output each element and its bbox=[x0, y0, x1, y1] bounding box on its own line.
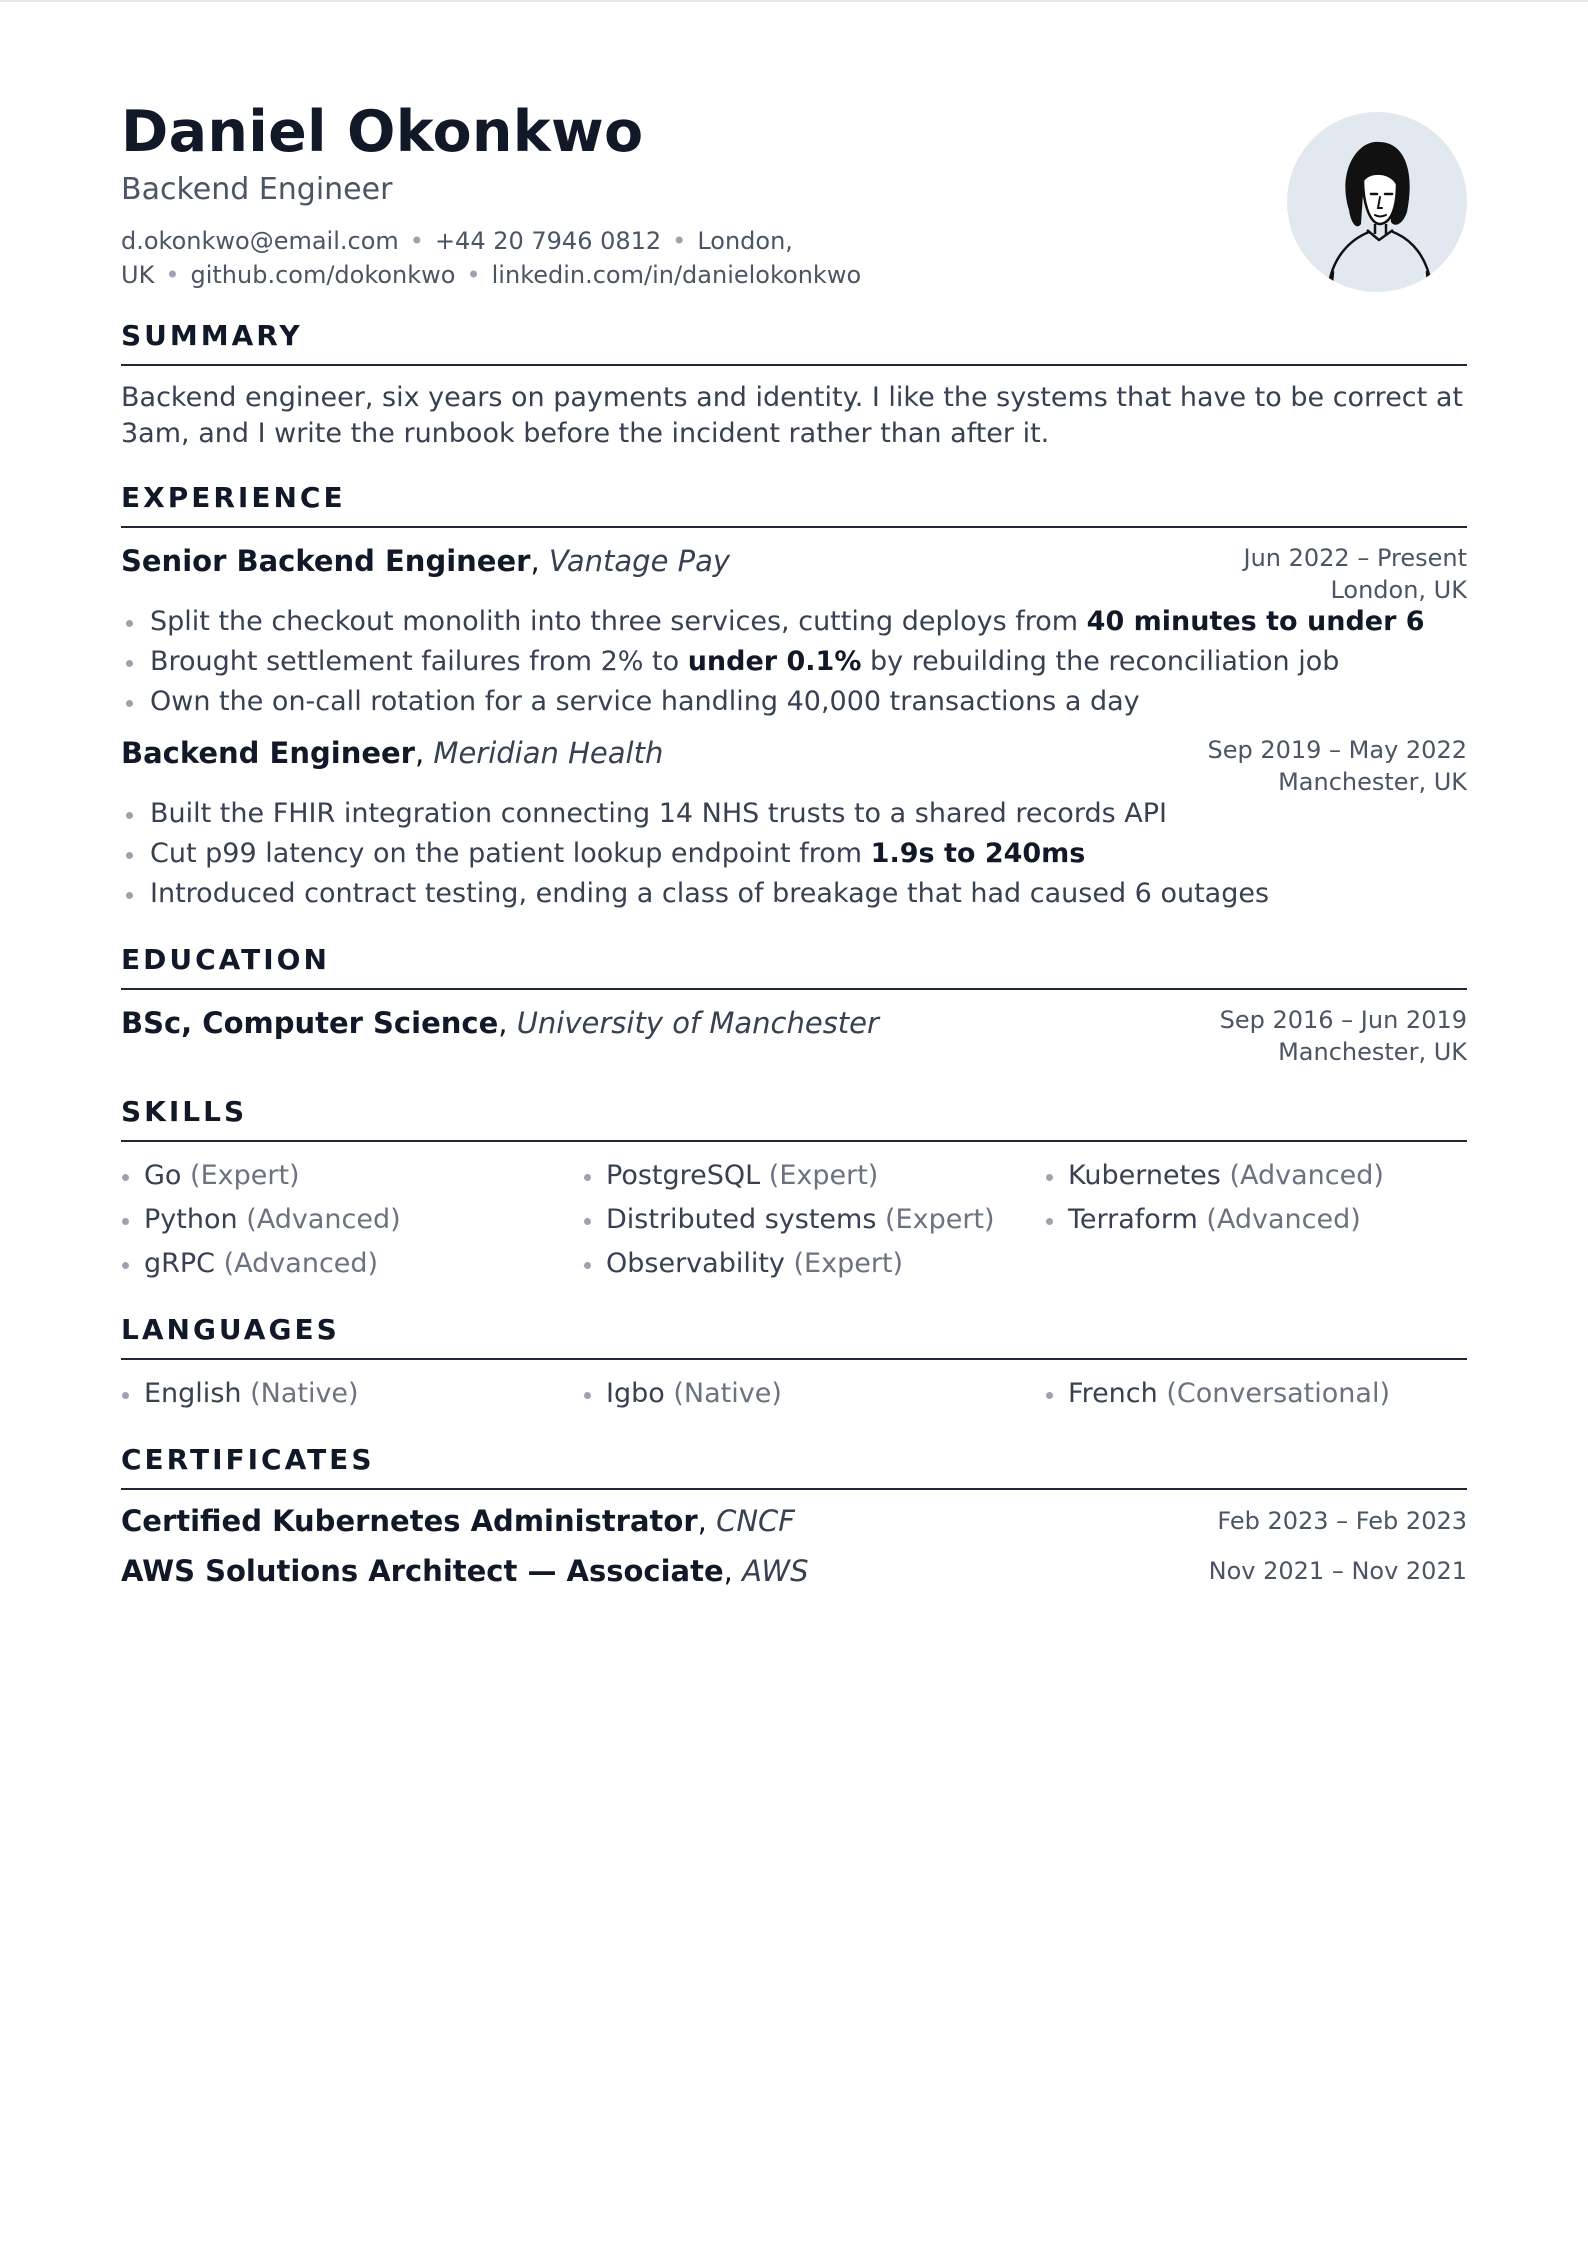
linkedin-link[interactable]: linkedin.com/in/danielokonkwo bbox=[491, 261, 862, 289]
education-meta bbox=[1220, 1004, 1467, 1068]
job-company: Vantage Pay bbox=[548, 544, 731, 578]
bullet-item: Introduced contract testing, ending a class of breakage that had caused 6 outages bbox=[121, 874, 1467, 914]
section-title-experience: EXPERIENCE bbox=[121, 480, 1467, 528]
certificate-dates: Feb 2023 – Feb 2023 bbox=[1217, 1507, 1467, 1535]
candidate-name: Daniel Okonkwo bbox=[121, 99, 644, 165]
separator-dot: • bbox=[409, 227, 424, 255]
phone-text: +44 20 7946 0812 bbox=[434, 227, 662, 255]
summary-section bbox=[121, 318, 1467, 452]
skill-item: Kubernetes (Advanced) bbox=[1045, 1154, 1467, 1198]
job-location: Manchester, UK bbox=[1278, 768, 1467, 796]
job-bullets bbox=[121, 602, 1467, 722]
experience-entry bbox=[121, 542, 1467, 722]
contact-line-2 bbox=[121, 258, 921, 292]
job-meta bbox=[1207, 734, 1467, 798]
bullet-item: Split the checkout monolith into three services, cutting deploys from 40 minutes to under 6 bbox=[121, 602, 1467, 642]
job-dates: Jun 2022 – Present bbox=[1243, 544, 1467, 572]
experience-entry-header bbox=[121, 542, 1467, 606]
certificate-row bbox=[121, 1552, 1467, 1590]
email-link[interactable]: d.okonkwo@email.com bbox=[121, 227, 399, 255]
degree-line: BSc, Computer Science, University of Manchester bbox=[121, 1006, 879, 1040]
job-role: Backend Engineer bbox=[121, 736, 415, 770]
job-meta bbox=[1243, 542, 1467, 606]
person-illustration-icon bbox=[1287, 112, 1467, 292]
location-text: London, bbox=[697, 227, 793, 255]
candidate-role: Backend Engineer bbox=[121, 172, 393, 207]
language-item: English (Native) bbox=[121, 1372, 583, 1416]
job-title-line: Senior Backend Engineer, Vantage Pay bbox=[121, 544, 731, 578]
summary-text: Backend engineer, six years on payments and identity. I like the systems that have to be correct at 3am, and I write the runbook before the incident rather than after it. bbox=[121, 382, 1463, 449]
separator-dot: • bbox=[466, 261, 481, 289]
languages-section bbox=[121, 1312, 1467, 1416]
section-title-summary: SUMMARY bbox=[121, 318, 1467, 366]
experience-entry bbox=[121, 734, 1467, 914]
certificate-row bbox=[121, 1502, 1467, 1540]
resume-header bbox=[121, 96, 1467, 306]
job-title-line: Backend Engineer, Meridian Health bbox=[121, 736, 664, 770]
certificate-title-line: AWS Solutions Architect — Associate, AWS bbox=[121, 1554, 809, 1588]
language-item: Igbo (Native) bbox=[583, 1372, 1045, 1416]
github-link[interactable]: github.com/dokonkwo bbox=[190, 261, 456, 289]
separator-dot: • bbox=[672, 227, 687, 255]
education-dates: Sep 2016 – Jun 2019 bbox=[1219, 1006, 1467, 1034]
page-top-border bbox=[0, 0, 1588, 2]
education-section bbox=[121, 942, 1467, 1068]
job-role: Senior Backend Engineer bbox=[121, 544, 531, 578]
experience-section bbox=[121, 480, 1467, 914]
job-bullets bbox=[121, 794, 1467, 914]
contact-line-1 bbox=[121, 224, 921, 258]
job-location: London, UK bbox=[1330, 576, 1467, 604]
skill-item: Go (Expert) bbox=[121, 1154, 583, 1198]
job-dates: Sep 2019 – May 2022 bbox=[1207, 736, 1467, 764]
skill-item: Terraform (Advanced) bbox=[1045, 1198, 1467, 1242]
avatar bbox=[1287, 112, 1467, 292]
skill-item: Python (Advanced) bbox=[121, 1198, 583, 1242]
school: University of Manchester bbox=[516, 1006, 879, 1040]
degree: BSc, Computer Science bbox=[121, 1006, 499, 1040]
section-title-certificates: CERTIFICATES bbox=[121, 1442, 1467, 1490]
skill-item: gRPC (Advanced) bbox=[121, 1242, 583, 1286]
skill-item: Observability (Expert) bbox=[583, 1242, 1045, 1286]
education-entry bbox=[121, 1004, 1467, 1068]
certificate-issuer: CNCF bbox=[716, 1504, 795, 1538]
location-text-cont: UK bbox=[121, 261, 155, 289]
certificate-name: AWS Solutions Architect — Associate bbox=[121, 1554, 724, 1588]
resume-page bbox=[121, 96, 1467, 1590]
skill-item: Distributed systems (Expert) bbox=[583, 1198, 1045, 1242]
skill-item: PostgreSQL (Expert) bbox=[583, 1154, 1045, 1198]
education-location: Manchester, UK bbox=[1278, 1038, 1467, 1066]
bullet-item: Own the on-call rotation for a service handling 40,000 transactions a day bbox=[121, 682, 1467, 722]
certificate-dates: Nov 2021 – Nov 2021 bbox=[1208, 1557, 1467, 1585]
skills-section bbox=[121, 1094, 1467, 1286]
separator-dot: • bbox=[165, 261, 180, 289]
certificates-section bbox=[121, 1442, 1467, 1590]
bullet-item: Built the FHIR integration connecting 14 NHS trusts to a shared records API bbox=[121, 794, 1467, 834]
bullet-item: Brought settlement failures from 2% to under 0.1% by rebuilding the reconciliation job bbox=[121, 642, 1467, 682]
contact-info bbox=[121, 224, 921, 292]
certificate-issuer: AWS bbox=[742, 1554, 809, 1588]
section-title-languages: LANGUAGES bbox=[121, 1312, 1467, 1360]
skills-grid bbox=[121, 1154, 1467, 1286]
languages-grid bbox=[121, 1372, 1467, 1416]
education-entry-header bbox=[121, 1004, 1467, 1068]
language-item: French (Conversational) bbox=[1045, 1372, 1467, 1416]
certificate-title-line: Certified Kubernetes Administrator, CNCF bbox=[121, 1504, 795, 1538]
experience-entry-header bbox=[121, 734, 1467, 798]
bullet-item: Cut p99 latency on the patient lookup endpoint from 1.9s to 240ms bbox=[121, 834, 1467, 874]
section-title-skills: SKILLS bbox=[121, 1094, 1467, 1142]
certificate-name: Certified Kubernetes Administrator bbox=[121, 1504, 698, 1538]
job-company: Meridian Health bbox=[433, 736, 664, 770]
section-title-education: EDUCATION bbox=[121, 942, 1467, 990]
